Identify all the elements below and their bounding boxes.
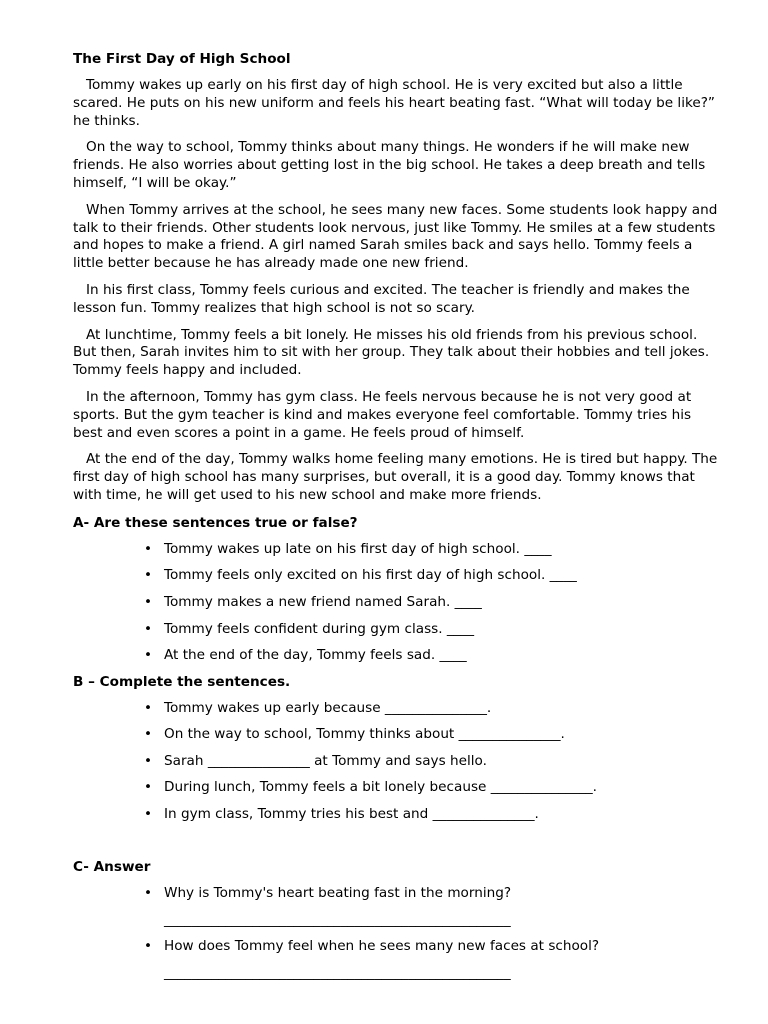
answer-line[interactable]: ___________________________________________________	[164, 911, 511, 928]
worksheet-page	[73, 50, 718, 990]
bullet-icon: •	[144, 567, 153, 584]
bullet-icon: •	[144, 779, 153, 796]
question-item	[73, 937, 718, 955]
answer-line[interactable]: ___________________________________________________	[164, 964, 511, 981]
story-paragraph-4: In his first class, Tommy feels curious and excited. The teacher is friendly and makes the lesson fun. Tommy realizes that high school is not so scary.	[73, 281, 690, 316]
item-text: Sarah _______________ at Tommy and says hello.	[164, 752, 487, 769]
bullet-icon: •	[144, 937, 153, 954]
section-b-list	[73, 699, 718, 823]
section-c-list	[73, 937, 718, 955]
question-item	[73, 884, 718, 902]
story-title: The First Day of High School	[73, 51, 291, 67]
item-text: Tommy makes a new friend named Sarah. ____	[164, 593, 482, 610]
bullet-icon: •	[144, 752, 153, 769]
true-false-item	[73, 566, 718, 584]
question-text: Why is Tommy's heart beating fast in the morning?	[164, 884, 512, 901]
item-text: At the end of the day, Tommy feels sad. ____	[164, 647, 467, 664]
bullet-icon: •	[144, 726, 153, 743]
story-paragraph-5: At lunchtime, Tommy feels a bit lonely. He misses his old friends from his previous school. But then, Sarah invites him to sit with her group. They talk about their hobbies and tell jokes. Tommy feels happy and included.	[73, 326, 710, 379]
complete-sentence-item	[73, 725, 718, 743]
item-text: Tommy wakes up early because _______________.	[164, 699, 492, 716]
item-text: Tommy feels confident during gym class. ____	[164, 620, 475, 637]
story-paragraph-3: When Tommy arrives at the school, he sees many new faces. Some students look happy and talk to their friends. Other students look nervous, just like Tommy. He smiles at a few students and hopes to make a friend. A girl named Sarah smiles back and says hello. Tommy feels a little better because he has already made one new friend.	[73, 201, 718, 272]
section-b-heading: B – Complete the sentences.	[73, 673, 291, 690]
complete-sentence-item	[73, 778, 718, 796]
section-spacer	[73, 832, 718, 858]
story-paragraph-6: In the afternoon, Tommy has gym class. He feels nervous because he is not very good at sports. But the gym teacher is kind and makes everyone feel comfortable. Tommy tries his best and even scores a point in a game. He feels proud of himself.	[73, 388, 692, 441]
item-text: Tommy wakes up late on his first day of high school. ____	[164, 540, 552, 557]
section-a-list	[73, 540, 718, 664]
section-a-heading: A- Are these sentences true or false?	[73, 514, 358, 531]
section-c-heading: C- Answer	[73, 858, 151, 875]
story-paragraph-7: At the end of the day, Tommy walks home feeling many emotions. He is tired but happy. The first day of high school has many surprises, but overall, it is a good day. Tommy knows that with time, he will get used to his new school and make more friends.	[73, 451, 718, 503]
true-false-item	[73, 540, 718, 558]
item-text: On the way to school, Tommy thinks about _______________.	[164, 726, 565, 743]
bullet-icon: •	[144, 884, 153, 901]
complete-sentence-item	[73, 805, 718, 823]
true-false-item	[73, 593, 718, 611]
true-false-item	[73, 646, 718, 664]
bullet-icon: •	[144, 620, 153, 637]
item-text: During lunch, Tommy feels a bit lonely because _______________.	[164, 779, 597, 796]
true-false-item	[73, 620, 718, 638]
item-text: In gym class, Tommy tries his best and _______________.	[164, 806, 539, 823]
complete-sentence-item	[73, 699, 718, 717]
bullet-icon: •	[144, 593, 153, 610]
section-c-list	[73, 884, 718, 902]
story-paragraph-1: Tommy wakes up early on his first day of high school. He is very excited but also a little scared. He puts on his new uniform and feels his heart beating fast. “What will today be like?” he thinks.	[73, 77, 715, 129]
item-text: Tommy feels only excited on his first day of high school. ____	[164, 567, 577, 584]
question-text: How does Tommy feel when he sees many new faces at school?	[164, 937, 600, 954]
bullet-icon: •	[144, 647, 153, 664]
bullet-icon: •	[144, 699, 153, 716]
complete-sentence-item	[73, 752, 718, 770]
bullet-icon: •	[144, 540, 153, 557]
story-paragraph-2: On the way to school, Tommy thinks about many things. He wonders if he will make new friends. He also worries about getting lost in the big school. He takes a deep breath and tells himself, “I will be okay.”	[73, 139, 706, 191]
bullet-icon: •	[144, 806, 153, 823]
